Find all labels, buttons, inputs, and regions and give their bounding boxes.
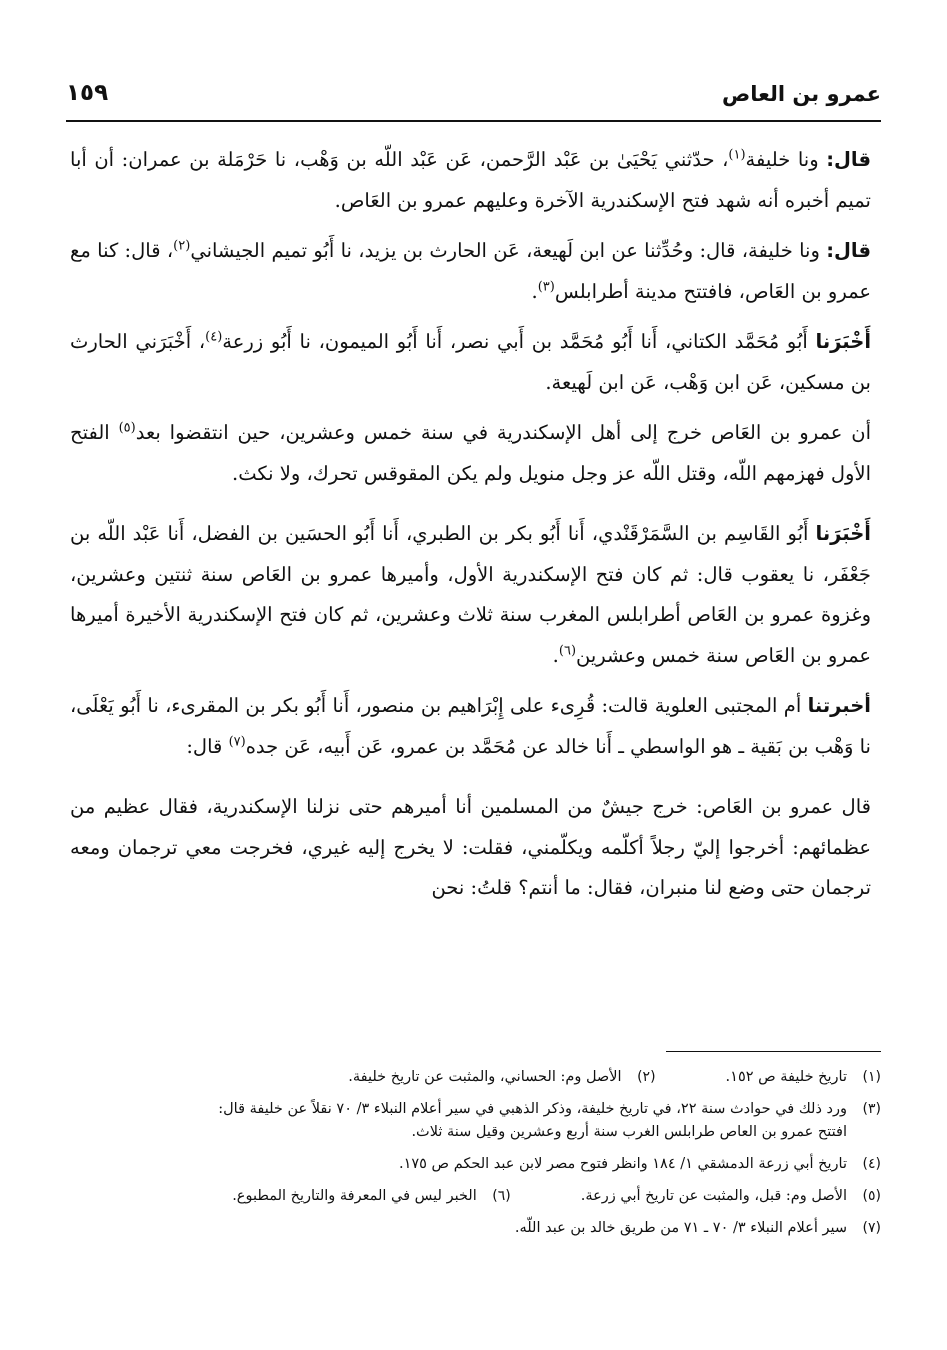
paragraph-7 <box>70 787 871 909</box>
header-rule <box>66 120 881 122</box>
paragraph-text: قال عمرو بن العَاص: خرج جيشٌ من المسلمين أنا أميرهم حتى نزلنا الإسكندرية، فقال عظيم من عظمائهم: أخرجوا إليّ رجلاً أكلّمه ويكلّمني، فقلت: لا يخرج إليه غيري، فخرجت معي ترجمان ومعه ترجمان حتى وضع لنا منبران، فقال: ما أنتم؟ قلتُ: نحن <box>70 795 871 899</box>
header-title: عمرو بن العاص <box>721 82 881 106</box>
paragraph-1 <box>70 140 871 221</box>
footnote-text: الخبر ليس في المعرفة والتاريخ المطبوع. <box>232 1188 477 1204</box>
footnote-ref-3: (٣) <box>537 279 555 294</box>
footnote-2 <box>348 1066 655 1089</box>
paragraph-text: ونا خليفة <box>745 148 827 171</box>
footnote-6 <box>232 1185 511 1208</box>
paragraph-text: أَبُو القَاسِم بن السَّمَرْقَنْدي، أَنا أَبُو بكر بن الطبري، أَنا أَبُو الحسَين بن الفضل، أَنا عَبْد اللّه بن جَعْفَر، نا يعقوب قال: ثم كان فتح الإسكندرية الأول، وأميرها عمرو بن العَاص سنة ثنتين وعشرين، وغزوة عمرو بن العَاص أطرابلس المغرب سنة ثلاث وعشرين، ثم كان فتح الإسكندرية الأخيرة أميرها عمرو بن العَاص سنة خمس وعشرين <box>70 522 871 667</box>
footnote-ref-5: (٥) <box>118 420 136 436</box>
paragraph-lead: أخبرتنا <box>807 694 871 717</box>
paragraph-text: . <box>552 643 559 667</box>
footnote-5 <box>581 1185 881 1208</box>
footnote-number: (١) <box>862 1069 881 1085</box>
main-text <box>70 140 871 919</box>
paragraph-4 <box>70 413 871 494</box>
paragraph-5 <box>70 514 871 676</box>
footnote-number: (٢) <box>637 1069 656 1085</box>
footnote-3 <box>90 1098 881 1144</box>
footnote-text <box>90 1098 847 1144</box>
footnote-ref-6: (٦) <box>558 643 577 658</box>
paragraph-text: ، قال: كنا مع عمرو بن العَاص، فافتتح مدينة أطرابلس <box>70 239 871 303</box>
footnote-row <box>90 1185 881 1208</box>
page-number: ١٥٩ <box>66 80 109 106</box>
paragraph-3 <box>70 322 871 403</box>
running-head <box>66 78 881 118</box>
paragraph-text: ، أَخْبَرَني الحارث بن مسكين، عَن ابن وَهْب، عَن ابن لَهيعة. <box>70 330 871 394</box>
footnotes <box>90 1066 881 1249</box>
paragraph-lead: قال: <box>826 239 871 262</box>
paragraph-6 <box>70 686 871 767</box>
footnote-line: ورد ذلك في حوادث سنة ٢٢، في تاريخ خليفة، وذكر الذهبي في سير أعلام النبلاء ٣/ ٧٠ نقلاً عن خليفة قال: <box>218 1101 847 1117</box>
footnote-text: الأصل وم: الحساني، والمثبت عن تاريخ خليفة. <box>348 1069 622 1085</box>
footnote-ref-1: (١) <box>728 147 746 163</box>
paragraph-text: ونا خليفة، قال: وحُدِّثنا عن ابن لَهيعة، عَن الحارث بن يزيد، نا أَبُو تميم الجيشاني <box>190 239 827 262</box>
footnote-ref-2: (٢) <box>173 238 191 254</box>
paragraph-lead: أَخْبَرَنا <box>815 522 871 545</box>
footnote-number: (٦) <box>492 1188 511 1204</box>
paragraph-text: أن عمرو بن العَاص خرج إلى أهل الإسكندرية في سنة خمس وعشرين، حين انتقضوا بعد <box>135 421 871 444</box>
footnote-text: سير أعلام النبلاء ٣/ ٧٠ ـ ٧١ من طريق خالد بن عبد اللّه. <box>514 1220 847 1236</box>
footnote-1 <box>726 1066 881 1089</box>
footnote-rule <box>666 1051 881 1052</box>
footnote-number: (٥) <box>862 1188 881 1204</box>
footnote-text: تاريخ أبي زرعة الدمشقي ١/ ١٨٤ وانظر فتوح مصر لابن عبد الحكم ص ١٧٥. <box>398 1156 847 1172</box>
paragraph-2 <box>70 231 871 312</box>
footnote-row <box>90 1066 881 1089</box>
paragraph-text: ، حدّثني يَحْيَىٰ بن عَبْد الرَّحمن، عَن عَبْد اللّه بن وَهْب، نا حَرْمَلة بن عمران: أن أبا تميم أخبره أنه شهد فتح الإسكندرية الآخرة وعليهم عمرو بن العَاص. <box>70 148 871 212</box>
paragraph-text: الفتح الأول فهزمهم اللّه، وقتل اللّه عز وجل منويل ولم يكن المقوقس تحرك، ولا نكث. <box>70 421 871 485</box>
footnote-line: افتتح عمرو بن العاص طرابلس الغرب سنة أربع وعشرين وقيل سنة ثلاث. <box>411 1124 847 1140</box>
paragraph-lead: قال: <box>826 148 871 171</box>
footnote-ref-7: (٧) <box>228 734 246 749</box>
footnote-4 <box>90 1153 881 1176</box>
footnote-text: الأصل وم: قبل، والمثبت عن تاريخ أبي زرعة. <box>580 1188 847 1204</box>
footnote-number: (٧) <box>862 1220 881 1236</box>
paragraph-text: أم المجتبى العلوية قالت: قُرِىء على إِبْرَاهيم بن منصور، أَنا أَبُو بكر بن المقرىء، نا أَبُو يَعْلَى، نا وَهْب بن بَقية ـ هو الواسطي ـ أَنا خالد عن مُحَمَّد بن عمرو، عَن أَبيه، عَن جده <box>70 694 871 758</box>
footnote-number: (٤) <box>862 1156 881 1172</box>
footnote-7 <box>90 1217 881 1240</box>
paragraph-text: . <box>531 279 538 303</box>
paragraph-lead: أَخْبَرَنا <box>815 330 872 353</box>
footnote-text: تاريخ خليفة ص ١٥٢. <box>725 1069 847 1085</box>
paragraph-text: أَبُو مُحَمَّد الكتاني، أَنا أَبُو مُحَمَّد بن أَبي نصر، أَنا أَبُو الميمون، نا أَبُو زرعة <box>222 330 816 353</box>
paragraph-text: قال: <box>186 734 229 758</box>
footnote-number: (٣) <box>862 1101 881 1117</box>
footnote-ref-4: (٤) <box>205 329 223 345</box>
